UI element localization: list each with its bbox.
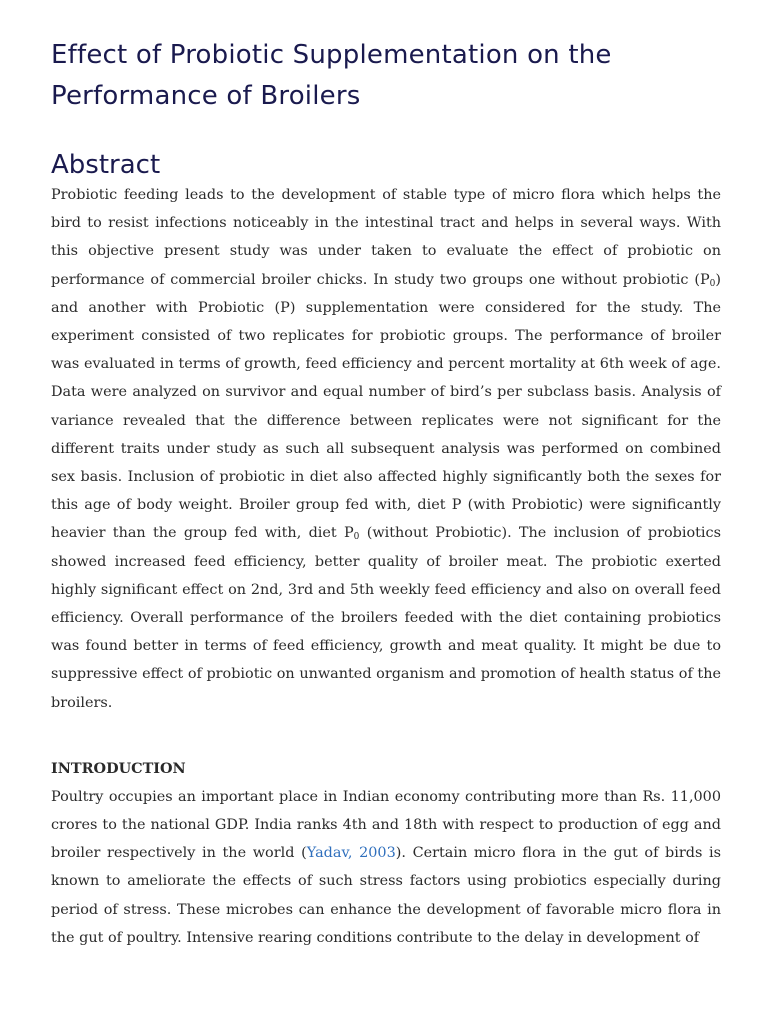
abstract-text-part-3: (without Probiotic). The inclusion of probiotics showed increased feed efficiency, better quality of broiler meat. The probiotic exerted highly significant effect on 2nd, 3rd and 5th weekly feed efficiency and also on overall feed efficiency. Overall performance of the broilers feeded with the diet containing probiotics was found better in terms of feed efficiency, growth and meat quality. It might be due to suppressive effect of probiotic on unwanted organism and promotion of health status of the broilers.	[51, 525, 721, 711]
introduction-text-part-1: Poultry occupies an important place in Indian economy contributing more than Rs. 11,000 crores to the national GDP. India ranks 4th and 18th with respect to production of egg and broiler respectively in the world (	[51, 788, 721, 862]
subscript-zero: 0	[709, 278, 716, 289]
paper-title: Effect of Probiotic Supplementation on the Performance of Broilers	[51, 40, 612, 111]
abstract-paragraph	[51, 181, 721, 717]
citation-link[interactable]: Yadav, 2003	[306, 845, 396, 862]
abstract-text-part-2: ) and another with Probiotic (P) supplementation were considered for the study. The experiment consisted of two replicates for probiotic groups. The performance of broiler was evaluated in terms of growth, feed efficiency and percent mortality at 6th week of age. Data were analyzed on survivor and equal number of bird’s per subclass basis. Analysis of variance revealed that the difference between replicates were not significant for the different traits under study as such all subsequent analysis was performed on combined sex basis. Inclusion of probiotic in diet also affected highly significantly both the sexes for this age of body weight. Broiler group fed with, diet P (with Probiotic) were significantly heavier than the group fed with, diet P	[51, 271, 721, 542]
introduction-paragraph	[51, 783, 721, 952]
document-page	[51, 0, 721, 952]
introduction-text-part-2: ). Certain micro flora in the gut of birds is known to ameliorate the effects of such stress factors using probiotics especially during period of stress. These microbes can enhance the development of favorable micro flora in the gut of poultry. Intensive rearing conditions contribute to the delay in development of	[51, 845, 721, 946]
abstract-heading: Abstract	[51, 150, 161, 180]
abstract-text-part-1: Probiotic feeding leads to the development of stable type of micro flora which helps the bird to resist infections noticeably in the intestinal tract and helps in several ways. With this objective present study was under taken to evaluate the effect of probiotic on performance of commercial broiler chicks. In study two groups one without probiotic (P	[51, 187, 721, 288]
subscript-zero: 0	[353, 532, 360, 543]
introduction-heading: INTRODUCTION	[51, 759, 186, 777]
